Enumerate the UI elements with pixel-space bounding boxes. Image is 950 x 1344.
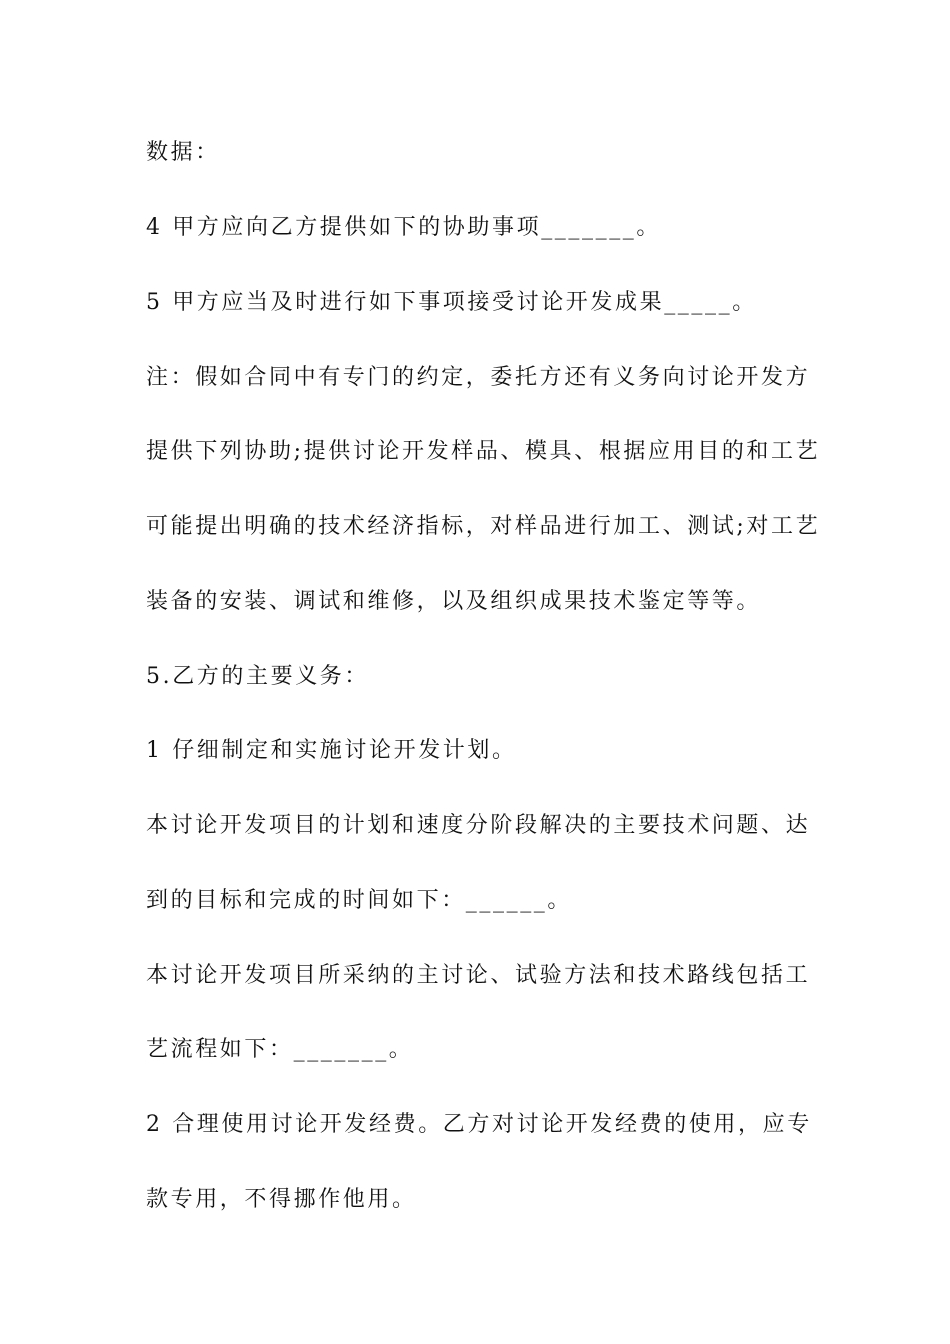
text-line-duty-1: 1 仔细制定和实施讨论开发计划。: [146, 738, 517, 763]
text-line-note-2: 提供下列协助;提供讨论开发样品、模具、根据应用目的和工艺: [146, 439, 821, 464]
text-line-plan-2: 到的目标和完成的时间如下：______。: [146, 888, 573, 913]
text-line-method-2: 艺流程如下：_______。: [146, 1037, 414, 1062]
section-heading-party-b-duties: 5.乙方的主要义务：: [146, 664, 369, 689]
text-line-duty-2-cont: 款专用，不得挪作他用。: [146, 1187, 417, 1212]
text-line-plan-1: 本讨论开发项目的计划和速度分阶段解决的主要技术问题、达: [146, 813, 811, 838]
text-line-method-1: 本讨论开发项目所采纳的主讨论、试验方法和技术路线包括工: [146, 963, 811, 988]
text-line-data-label: 数据：: [146, 140, 220, 165]
text-line-clause-5: 5 甲方应当及时进行如下事项接受讨论开发成果_____。: [146, 290, 757, 315]
text-line-duty-2: 2 合理使用讨论开发经费。乙方对讨论开发经费的使用，应专: [146, 1112, 812, 1137]
text-line-clause-4: 4 甲方应向乙方提供如下的协助事项_______。: [146, 215, 661, 240]
text-line-note-1: 注：假如合同中有专门的约定，委托方还有义务向讨论开发方: [146, 365, 811, 390]
text-line-note-3: 可能提出明确的技术经济指标，对样品进行加工、测试;对工艺: [146, 514, 821, 539]
text-line-note-4: 装备的安装、调试和维修，以及组织成果技术鉴定等等。: [146, 589, 762, 614]
